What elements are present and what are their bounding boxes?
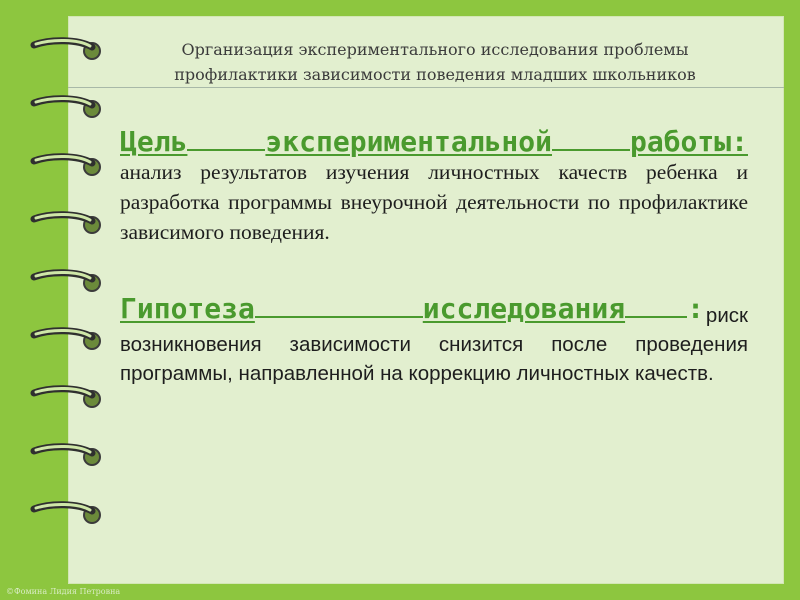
- goal-text: анализ результатов изучения личностных качеств ребенка и разработка программы внеурочной деятельности по профилактике зависимого поведения.: [120, 160, 748, 244]
- notebook-ring-icon: [34, 98, 101, 118]
- notebook-ring-icon: [34, 446, 101, 466]
- goal-section: [120, 127, 748, 247]
- goal-heading-word-2: экспериментальной: [265, 125, 552, 158]
- notebook-ring-icon: [34, 40, 101, 60]
- goal-heading: [120, 127, 748, 157]
- slide-title: [100, 37, 770, 87]
- hypothesis-heading-word-2: исследования: [422, 292, 626, 325]
- notebook-rings: [0, 0, 120, 600]
- notebook-ring-icon: [34, 156, 101, 176]
- notebook-ring-icon: [34, 272, 101, 292]
- goal-heading-word-1: Цель: [120, 125, 188, 158]
- hypothesis-heading-word-1: Гипотеза: [120, 292, 255, 325]
- notebook-ring-icon: [34, 214, 101, 234]
- hypothesis-heading: [120, 294, 748, 330]
- notebook-ring-icon: [34, 330, 101, 350]
- goal-heading-word-3: работы:: [629, 125, 748, 158]
- title-line-2: профилактики зависимости поведения младших школьников: [174, 65, 696, 84]
- title-divider: [68, 87, 784, 88]
- notebook-ring-icon: [34, 504, 101, 524]
- hypothesis-text-first: риск: [705, 304, 748, 327]
- copyright: ©Фомина Лидия Петровна: [6, 587, 121, 596]
- notebook-ring-icon: [34, 388, 101, 408]
- hypothesis-heading-colon: :: [687, 292, 704, 325]
- hypothesis-text: возникновения зависимости снизится после проведения программы, направленной на коррекцию личностных качеств.: [120, 333, 748, 385]
- title-line-1: Организация экспериментального исследования проблемы: [181, 40, 689, 59]
- hypothesis-section: [120, 294, 748, 388]
